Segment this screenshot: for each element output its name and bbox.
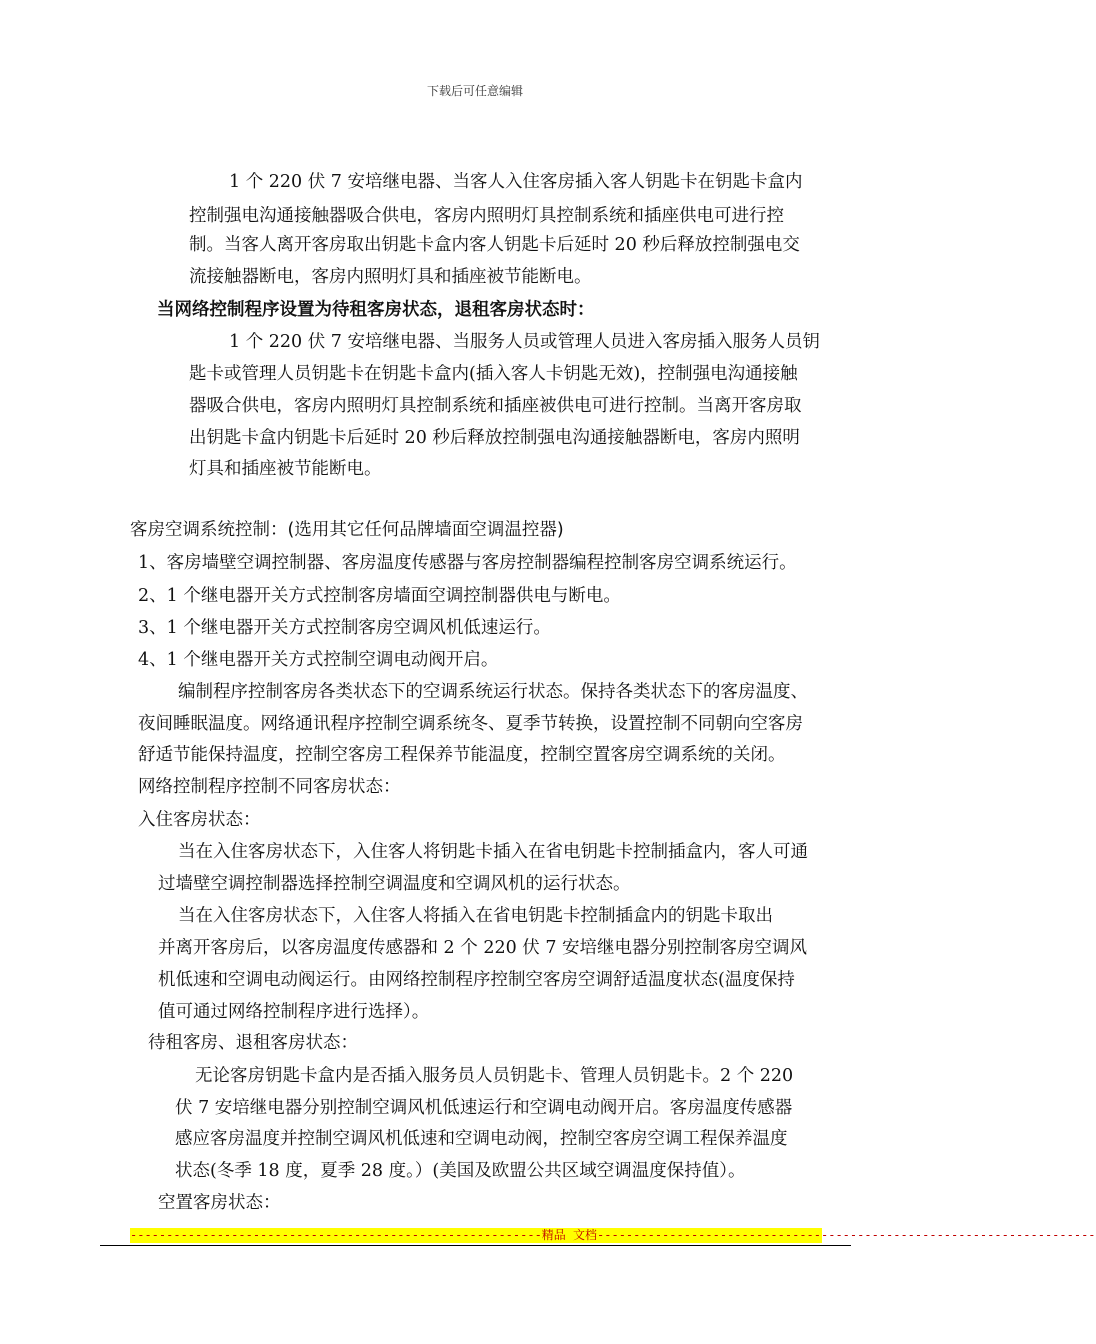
paragraph-line: 感应客房温度并控制空调风机低速和空调电动阀，控制空客房空调工程保养温度 (175, 1129, 788, 1149)
paragraph-line: 灯具和插座被节能断电。 (189, 459, 382, 479)
paragraph-line: 控制强电沟通接触器吸合供电，客房内照明灯具控制系统和插座供电可进行控 (189, 206, 784, 226)
footer-text: ---------------------------------------------------------精品 文档--------------------------------------------------------------------- (130, 1228, 1096, 1242)
paragraph-line: 1 个 220 伏 7 安培继电器、当服务人员或管理人员进入客房插入服务人员钥 (229, 332, 820, 352)
paragraph-line: 出钥匙卡盒内钥匙卡后延时 20 秒后释放控制强电沟通接触器断电，客房内照明 (189, 428, 800, 448)
list-item: 4、1 个继电器开关方式控制空调电动阀开启。 (138, 650, 499, 670)
subsection-heading: 网络控制程序控制不同客房状态： (138, 777, 401, 797)
paragraph-line: 制。当客人离开客房取出钥匙卡盒内客人钥匙卡后延时 20 秒后释放控制强电交 (189, 235, 800, 255)
subsection-heading: 入住客房状态： (138, 810, 261, 830)
paragraph-line: 匙卡或管理人员钥匙卡在钥匙卡盒内(插入客人卡钥匙无效)，控制强电沟通接触 (189, 364, 798, 384)
subsection-heading: 待租客房、退租客房状态： (148, 1033, 358, 1053)
paragraph-line: 状态(冬季 18 度，夏季 28 度。）(美国及欧盟公共区域空调温度保持值）。 (175, 1161, 746, 1181)
paragraph-line: 无论客房钥匙卡盒内是否插入服务员人员钥匙卡、管理人员钥匙卡。2 个 220 (195, 1066, 794, 1086)
paragraph-line: 伏 7 安培继电器分别控制空调风机低速运行和空调电动阀开启。客房温度传感器 (175, 1098, 793, 1118)
footer-divider (100, 1245, 851, 1246)
list-item: 2、1 个继电器开关方式控制客房墙面空调控制器供电与断电。 (138, 586, 621, 606)
paragraph-line: 1 个 220 伏 7 安培继电器、当客人入住客房插入客人钥匙卡在钥匙卡盒内 (229, 172, 803, 192)
list-item: 1、客房墙壁空调控制器、客房温度传感器与客房控制器编程控制客房空调系统运行。 (138, 553, 797, 573)
paragraph-line: 值可通过网络控制程序进行选择）。 (158, 1002, 430, 1022)
paragraph-line: 舒适节能保持温度，控制空客房工程保养节能温度，控制空置客房空调系统的关闭。 (138, 745, 786, 765)
paragraph-line: 并离开客房后，以客房温度传感器和 2 个 220 伏 7 安培继电器分别控制客房空调风 (158, 938, 808, 958)
paragraph-line: 过墙壁空调控制器选择控制空调温度和空调风机的运行状态。 (158, 874, 631, 894)
paragraph-line: 器吸合供电，客房内照明灯具控制系统和插座被供电可进行控制。当离开客房取 (189, 396, 802, 416)
paragraph-line: 机低速和空调电动阀运行。由网络控制程序控制空客房空调舒适温度状态(温度保持 (158, 970, 795, 990)
paragraph-line: 流接触器断电，客房内照明灯具和插座被节能断电。 (189, 267, 592, 287)
section-heading: 当网络控制程序设置为待租客房状态，退租客房状态时： (157, 300, 595, 320)
paragraph-line: 当在入住客房状态下，入住客人将钥匙卡插入在省电钥匙卡控制插盒内，客人可通 (178, 842, 808, 862)
paragraph-line: 编制程序控制客房各类状态下的空调系统运行状态。保持各类状态下的客房温度、 (178, 682, 808, 702)
paragraph-line: 夜间睡眠温度。网络通讯程序控制空调系统冬、夏季节转换，设置控制不同朝向空客房 (138, 714, 803, 734)
section-title: 客房空调系统控制：(选用其它任何品牌墙面空调温控器) (130, 520, 564, 540)
page-header: 下载后可任意编辑 (426, 84, 523, 98)
paragraph-line: 当在入住客房状态下，入住客人将插入在省电钥匙卡控制插盒内的钥匙卡取出 (178, 906, 773, 926)
list-item: 3、1 个继电器开关方式控制客房空调风机低速运行。 (138, 618, 551, 638)
subsection-heading: 空置客房状态： (158, 1193, 281, 1213)
